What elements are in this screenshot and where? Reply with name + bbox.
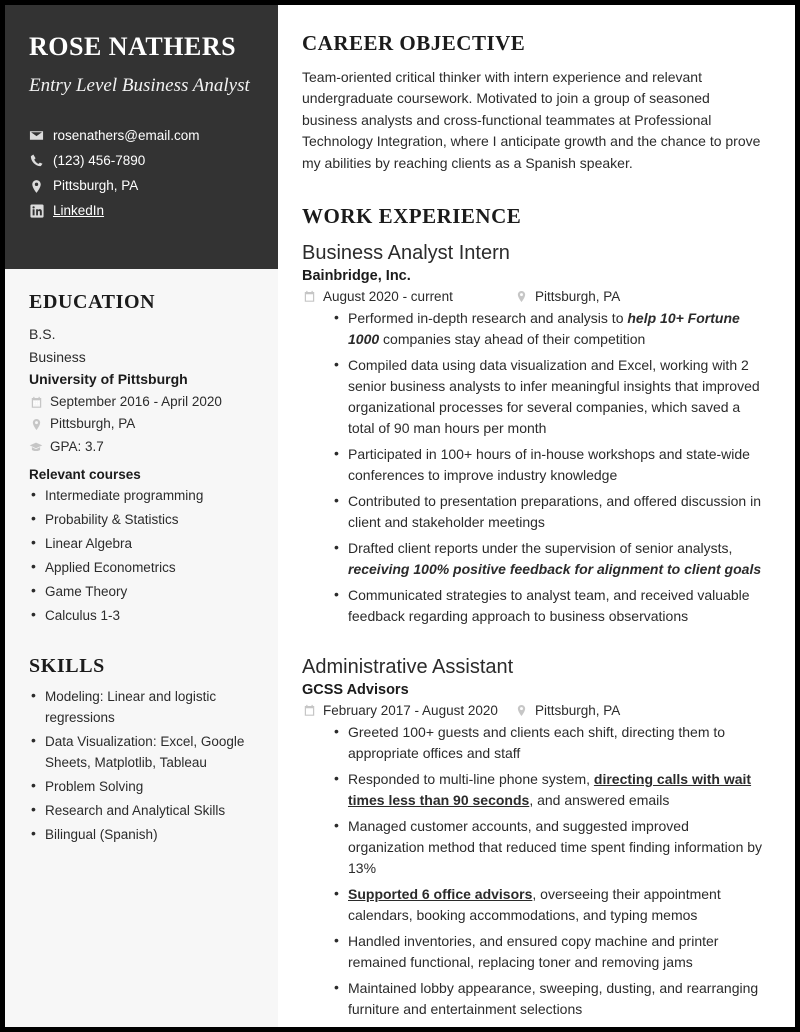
job-location-text: Pittsburgh, PA [535,289,621,305]
emphasized-text: directing calls with wait times less than 90 seconds [348,771,752,809]
list-item: • Research and Analytical Skills [29,800,254,821]
list-item: • Greeted 100+ guests and clients each shift, directing them to appropriate offices and staff [334,722,767,764]
work-experience-section [302,204,767,1020]
list-item: • Supported 6 office advisors, overseeing their appointment calendars, booking accommodations, and typing memos [334,884,767,926]
list-item: • Calculus 1-3 [29,605,254,626]
education-school: University of Pittsburgh [29,371,188,388]
map-pin-icon [29,417,43,431]
calendar-icon [302,290,316,304]
contact-linkedin-link[interactable]: LinkedIn [53,203,105,219]
job-dates-text: August 2020 - current [323,289,453,305]
skills-section [29,655,254,845]
sidebar-body [5,269,278,868]
list-item: • Managed customer accounts, and suggested improved organization method that reduced time spent finding information by 13% [334,816,767,879]
list-item: • Game Theory [29,581,254,602]
main-content [278,5,795,1027]
job-title: Administrative Assistant [302,656,514,679]
list-item: • Modeling: Linear and logistic regressions [29,686,254,728]
list-item: • Intermediate programming [29,485,254,506]
job-entry [302,240,767,627]
list-item: • Maintained lobby appearance, sweeping, dusting, and rearranging furniture and entertainment selections [334,978,767,1020]
job-company: GCSS Advisors [302,682,409,699]
list-item: • Participated in 100+ hours of in-house workshops and state-wide conferences to improve industry knowledge [334,444,767,486]
list-item: • Linear Algebra [29,533,254,554]
contact-phone [29,152,254,170]
emphasized-text: help 10+ Fortune 1000 [348,310,740,348]
education-gpa-text: GPA: 3.7 [50,438,104,454]
job-location-text: Pittsburgh, PA [535,703,621,719]
contact-location [29,177,254,195]
graduation-cap-icon [29,440,43,454]
candidate-name: ROSE NATHERS [29,32,237,61]
contact-list [29,127,254,221]
relevant-courses-list [29,485,254,626]
education-field: Business [29,348,86,365]
education-location-text: Pittsburgh, PA [50,416,136,432]
job-entry [302,654,767,1020]
education-degree: B.S. [29,326,56,342]
map-pin-icon [29,179,44,194]
job-bullet-list [334,308,767,627]
education-dates [29,391,254,413]
spacer [302,174,767,204]
contact-location-text: Pittsburgh, PA [53,177,139,193]
sidebar [5,5,278,1027]
career-objective-section [302,31,767,174]
contact-email [29,127,254,145]
list-item: • Problem Solving [29,776,254,797]
map-pin-icon [514,290,528,304]
emphasized-text: Supported 6 office advisors [348,886,533,903]
phone-icon [29,153,44,168]
list-item: • Data Visualization: Excel, Google Sheets, Matplotlib, Tableau [29,731,254,773]
education-gpa [29,436,254,458]
job-dates [302,289,514,304]
emphasized-text: receiving 100% positive feedback for alignment to client goals [348,561,762,578]
education-dates-text: September 2016 - April 2020 [50,394,222,410]
linkedin-icon [29,204,44,219]
list-item: • Bilingual (Spanish) [29,824,254,845]
calendar-icon [29,395,43,409]
skills-list [29,686,254,845]
list-item: • Handled inventories, and ensured copy machine and printer remained functional, replacing toner and removing jams [334,931,767,973]
job-title: Business Analyst Intern [302,242,510,265]
job-location [514,289,620,304]
job-bullet-list [334,722,767,1020]
contact-email-text: rosenathers@email.com [53,127,200,143]
job-company: Bainbridge, Inc. [302,268,411,285]
education-section [29,291,254,626]
list-item: • Applied Econometrics [29,557,254,578]
list-item: • Probability & Statistics [29,509,254,530]
list-item: • Communicated strategies to analyst team, and received valuable feedback regarding approach to business observations [334,585,767,627]
calendar-icon [302,704,316,718]
map-pin-icon [514,704,528,718]
job-dates [302,703,514,718]
job-meta [302,703,767,718]
list-item: • Drafted client reports under the supervision of senior analysts, receiving 100% positive feedback for alignment to client goals [334,538,767,580]
list-item: • Compiled data using data visualization and Excel, working with 2 senior business analysts to infer meaningful insights that improved organizational processes for several companies, which saved a total of 90 man hours per month [334,355,767,439]
career-objective-text: Team-oriented critical thinker with intern experience and relevant undergraduate coursework. Motivated to join a group of seasoned business analysts and cross-functional teammates at Professional Technology Integration, where I anticipate growth and the chance to prove my abilities by reaching clients as a Spanish speaker. [302,69,761,171]
job-dates-text: February 2017 - August 2020 [323,703,498,719]
relevant-courses-label: Relevant courses [29,466,141,482]
list-item: • Responded to multi-line phone system, directing calls with wait times less than 90 seconds, and answered emails [334,769,767,811]
candidate-subtitle: Entry Level Business Analyst [29,74,250,96]
job-meta [302,289,767,304]
envelope-icon [29,128,44,143]
education-location [29,413,254,435]
list-item: • Performed in-depth research and analysis to help 10+ Fortune 1000 companies stay ahead of their competition [334,308,767,350]
list-item: • Contributed to presentation preparations, and offered discussion in client and stakeholder meetings [334,491,767,533]
job-location [514,703,620,718]
work-experience-heading: WORK EXPERIENCE [302,204,522,229]
contact-linkedin[interactable] [29,202,254,220]
contact-phone-text: (123) 456-7890 [53,152,146,168]
sidebar-header [5,5,278,269]
career-objective-heading: CAREER OBJECTIVE [302,31,526,55]
skills-heading: SKILLS [29,655,105,678]
education-heading: EDUCATION [29,291,156,313]
